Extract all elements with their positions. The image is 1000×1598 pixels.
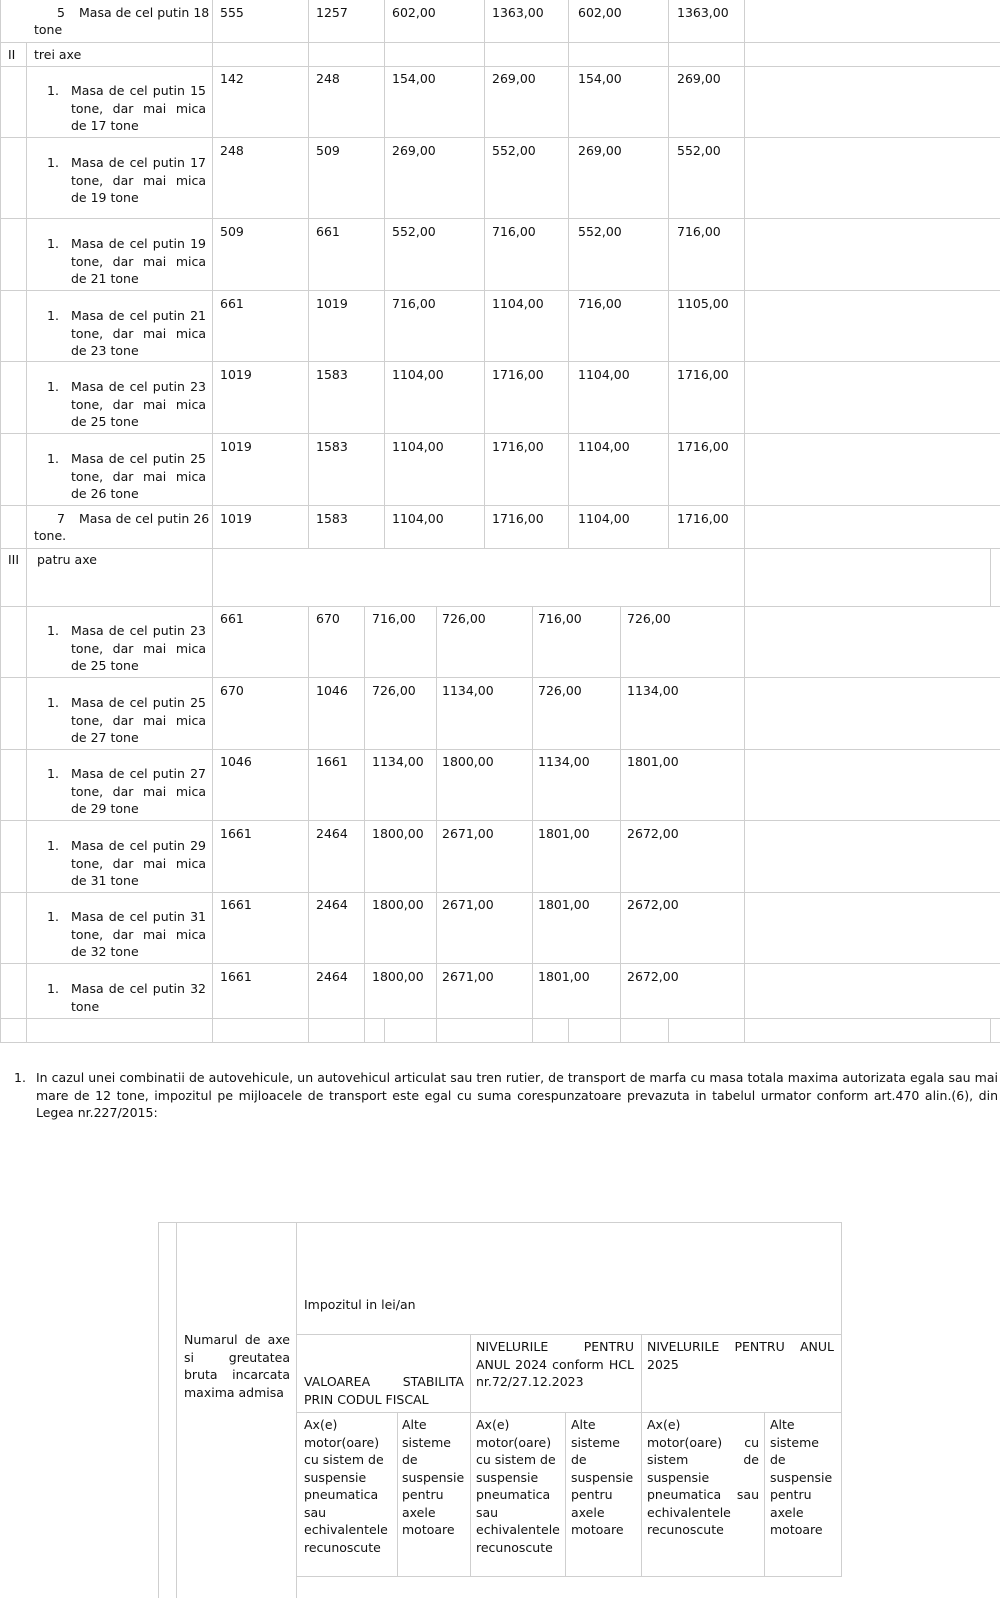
value-cell: 670: [220, 683, 244, 698]
value-cell: 1019: [220, 367, 252, 382]
row-label: Masa de cel putin 26: [79, 511, 210, 526]
subheader-pneumatic: Ax(e) motor(oare) cu sistem de suspensie pneumatica sau echivalentele recunoscute: [647, 1417, 759, 1537]
value-cell: 1800,00: [372, 969, 424, 984]
row-number: 5: [57, 5, 65, 20]
row-number: 1.: [47, 838, 59, 853]
value-cell: 1104,00: [392, 511, 444, 526]
row-number: 1.: [47, 308, 59, 323]
value-cell: 1716,00: [492, 367, 544, 382]
value-cell: 1019: [220, 511, 252, 526]
value-cell: 1134,00: [372, 754, 424, 769]
section-title: trei axe: [34, 47, 82, 62]
row-number: 1.: [47, 981, 59, 996]
value-cell: 1046: [220, 754, 252, 769]
value-cell: 248: [220, 143, 244, 158]
subheader-other-suspension: Alte sisteme de suspensie pentru axele motoare: [571, 1417, 634, 1537]
value-cell: 1257: [316, 5, 348, 20]
value-cell: 1800,00: [372, 897, 424, 912]
value-cell: 1800,00: [372, 826, 424, 841]
row-number: 1.: [47, 909, 59, 924]
value-cell: 1134,00: [442, 683, 494, 698]
group-header-2024: NIVELURILE PENTRU ANUL 2024 conform HCL nr.72/27.12.2023: [476, 1339, 634, 1389]
value-cell: 1661: [220, 897, 252, 912]
value-cell: 716,00: [538, 611, 582, 626]
value-cell: 1661: [220, 826, 252, 841]
row-label: 1. Masa de cel putin 25 tone, dar mai mica de 27 tone: [47, 695, 206, 745]
value-cell: 2672,00: [627, 897, 679, 912]
value-cell: 1801,00: [538, 826, 590, 841]
section-code: III: [8, 552, 20, 567]
value-cell: 716,00: [677, 224, 721, 239]
row-number: 1.: [47, 695, 59, 710]
row-label: 1. Masa de cel putin 25 tone, dar mai mica de 26 tone: [47, 451, 206, 501]
value-cell: 716,00: [392, 296, 436, 311]
value-cell: 2671,00: [442, 969, 494, 984]
row-label: 1. Masa de cel putin 31 tone, dar mai mica de 32 tone: [47, 909, 206, 959]
value-cell: 2464: [316, 826, 348, 841]
value-cell: 269,00: [578, 143, 622, 158]
row-number: 1.: [47, 236, 59, 251]
section-title: patru axe: [37, 552, 97, 567]
value-cell: 1104,00: [392, 439, 444, 454]
value-cell: 1716,00: [677, 439, 729, 454]
value-cell: 1716,00: [677, 511, 729, 526]
note-number: 1.: [14, 1070, 26, 1085]
subheader-pneumatic: Ax(e) motor(oare) cu sistem de suspensie pneumatica sau echivalentele recunoscute: [476, 1417, 560, 1555]
subheader-pneumatic: Ax(e) motor(oare) cu sistem de suspensie pneumatica sau echivalentele recunoscute: [304, 1417, 388, 1555]
row-label: 1. Masa de cel putin 17 tone, dar mai mica de 19 tone: [47, 155, 206, 205]
tax-header: Impozitul in lei/an: [304, 1297, 416, 1312]
row-label: 1. Masa de cel putin 32 tone: [47, 981, 206, 1014]
value-cell: 1104,00: [578, 511, 630, 526]
axes-header: Numarul de axe si greutatea bruta incarcata maxima admisa: [184, 1332, 290, 1400]
row-label: Masa de cel putin 18: [79, 5, 210, 20]
value-cell: 716,00: [578, 296, 622, 311]
subheader-other-suspension: Alte sisteme de suspensie pentru axele motoare: [402, 1417, 465, 1537]
value-cell: 661: [220, 611, 244, 626]
value-cell: 2464: [316, 969, 348, 984]
row-label-cont: tone.: [34, 528, 67, 543]
value-cell: 716,00: [372, 611, 416, 626]
value-cell: 1583: [316, 367, 348, 382]
row-number: 1.: [47, 451, 59, 466]
value-cell: 509: [316, 143, 340, 158]
value-cell: 1716,00: [492, 439, 544, 454]
value-cell: 154,00: [392, 71, 436, 86]
value-cell: 726,00: [372, 683, 416, 698]
row-label: 1. Masa de cel putin 23 tone, dar mai mica de 25 tone: [47, 379, 206, 429]
subheader-other-suspension: Alte sisteme de suspensie pentru axele motoare: [770, 1417, 833, 1537]
value-cell: 1104,00: [578, 439, 630, 454]
value-cell: 1019: [316, 296, 348, 311]
value-cell: 552,00: [677, 143, 721, 158]
value-cell: 269,00: [492, 71, 536, 86]
value-cell: 2671,00: [442, 897, 494, 912]
row-number: 1.: [47, 155, 59, 170]
value-cell: 661: [220, 296, 244, 311]
value-cell: 552,00: [392, 224, 436, 239]
group-header-fiscal-code: VALOAREA STABILITA PRIN CODUL FISCAL: [304, 1374, 464, 1407]
value-cell: 2671,00: [442, 826, 494, 841]
value-cell: 1716,00: [492, 511, 544, 526]
value-cell: 726,00: [627, 611, 671, 626]
value-cell: 602,00: [578, 5, 622, 20]
value-cell: 269,00: [677, 71, 721, 86]
value-cell: 716,00: [492, 224, 536, 239]
value-cell: 1134,00: [538, 754, 590, 769]
row-label: 1. Masa de cel putin 21 tone, dar mai mica de 23 tone: [47, 308, 206, 358]
value-cell: 269,00: [392, 143, 436, 158]
value-cell: 1019: [220, 439, 252, 454]
row-label: 1. Masa de cel putin 15 tone, dar mai mica de 17 tone: [47, 83, 206, 133]
value-cell: 1104,00: [578, 367, 630, 382]
value-cell: 509: [220, 224, 244, 239]
row-label: 1. Masa de cel putin 29 tone, dar mai mica de 31 tone: [47, 838, 206, 888]
value-cell: 1801,00: [538, 897, 590, 912]
value-cell: 1134,00: [627, 683, 679, 698]
value-cell: 552,00: [578, 224, 622, 239]
value-cell: 1046: [316, 683, 348, 698]
value-cell: 2464: [316, 897, 348, 912]
row-label: 1. Masa de cel putin 27 tone, dar mai mica de 29 tone: [47, 766, 206, 816]
section-code: II: [8, 47, 16, 62]
value-cell: 1800,00: [442, 754, 494, 769]
value-cell: 1661: [220, 969, 252, 984]
row-label: 1. Masa de cel putin 23 tone, dar mai mica de 25 tone: [47, 623, 206, 673]
value-cell: 1801,00: [538, 969, 590, 984]
value-cell: 726,00: [538, 683, 582, 698]
value-cell: 555: [220, 5, 244, 20]
value-cell: 1583: [316, 511, 348, 526]
value-cell: 670: [316, 611, 340, 626]
row-number: 1.: [47, 379, 59, 394]
value-cell: 1104,00: [392, 367, 444, 382]
value-cell: 154,00: [578, 71, 622, 86]
value-cell: 1104,00: [492, 296, 544, 311]
value-cell: 1716,00: [677, 367, 729, 382]
row-number: 1.: [47, 83, 59, 98]
value-cell: 602,00: [392, 5, 436, 20]
value-cell: 1363,00: [677, 5, 729, 20]
value-cell: 2672,00: [627, 969, 679, 984]
value-cell: 1801,00: [627, 754, 679, 769]
value-cell: 726,00: [442, 611, 486, 626]
value-cell: 2672,00: [627, 826, 679, 841]
value-cell: 552,00: [492, 143, 536, 158]
row-number: 7: [57, 511, 65, 526]
value-cell: 142: [220, 71, 244, 86]
value-cell: 1363,00: [492, 5, 544, 20]
value-cell: 248: [316, 71, 340, 86]
value-cell: 1105,00: [677, 296, 729, 311]
row-label: 1. Masa de cel putin 19 tone, dar mai mica de 21 tone: [47, 236, 206, 286]
group-header-2025: NIVELURILE PENTRU ANUL 2025: [647, 1339, 834, 1372]
value-cell: 1583: [316, 439, 348, 454]
note-text: In cazul unei combinatii de autovehicule, un autovehicul articulat sau tren rutier, de transport de marfa cu masa totala maxima autorizata egala sau mai mare de 12 tone, impozitul pe mijloacele de transport este egal cu suma corespunzatoare prevazuta in tabelul urmator conform art.470 alin.(6), din Legea nr.227/2015:: [36, 1070, 998, 1120]
row-label-cont: tone: [34, 22, 63, 37]
row-number: 1.: [47, 766, 59, 781]
value-cell: 661: [316, 224, 340, 239]
row-number: 1.: [47, 623, 59, 638]
value-cell: 1661: [316, 754, 348, 769]
